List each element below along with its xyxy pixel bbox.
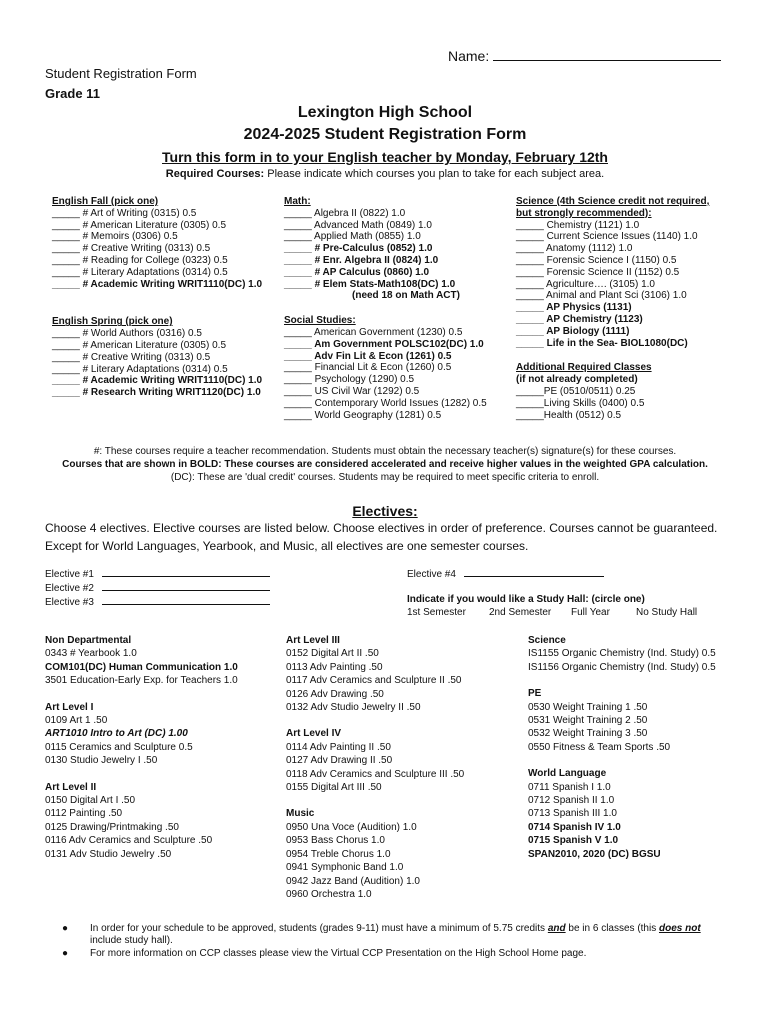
electives-description: Choose 4 electives. Elective courses are listed below. Choose electives in order of preference. Courses cannot be guaranteed. Except for World Languages, Yearbook, and Music, all electives are one semester courses. bbox=[45, 521, 718, 553]
elective-course: 0132 Adv Studio Jewelry II .50 bbox=[286, 702, 421, 714]
course-option: but strongly recommended): bbox=[516, 207, 652, 219]
name-field[interactable] bbox=[448, 47, 721, 64]
course-option[interactable]: _____ Am Government POLSC102(DC) 1.0 bbox=[284, 338, 484, 350]
study-hall-option-full-year[interactable]: Full Year bbox=[571, 607, 610, 618]
science-column bbox=[516, 196, 709, 421]
elective-1-blank[interactable] bbox=[102, 566, 270, 577]
elective-course: 0118 Adv Ceramics and Sculpture III .50 bbox=[286, 768, 465, 780]
spacer bbox=[45, 768, 238, 781]
electives-column-2 bbox=[286, 634, 464, 901]
school-title: Lexington High School bbox=[297, 104, 473, 121]
elective-course: World Language bbox=[528, 768, 607, 780]
elective-course: IS1156 Organic Chemistry (Ind. Study) 0.5 bbox=[528, 661, 716, 673]
course-option[interactable]: _____ Chemistry (1121) 1.0 bbox=[516, 219, 640, 231]
course-option: Math: bbox=[284, 196, 311, 207]
note-bold-courses: Courses that are shown in BOLD: These courses are considered accelerated and receive higher values in the weighted GPA calculation. bbox=[62, 459, 708, 470]
course-option[interactable]: _____ Animal and Plant Sci (3106) 1.0 bbox=[516, 290, 687, 302]
elective-course: 0712 Spanish II 1.0 bbox=[528, 795, 615, 807]
footer-bullets bbox=[62, 923, 722, 961]
course-option[interactable]: _____ # World Authors (0316) 0.5 bbox=[52, 328, 202, 340]
course-option: Social Studies: bbox=[284, 315, 356, 327]
bullet-credits: ● In order for your schedule to be approved, students (grades 9-11) must have a minimum of 5.75 credits and be in 6 classes (this does not include study hall). bbox=[62, 923, 701, 946]
course-option: English Fall (pick one) bbox=[52, 196, 159, 207]
elective-course: 0960 Orchestra 1.0 bbox=[286, 888, 372, 900]
course-option[interactable]: _____ Forensic Science II (1152) 0.5 bbox=[516, 266, 680, 278]
elective-course: 0125 Drawing/Printmaking .50 bbox=[45, 821, 179, 833]
elective-course: 0531 Weight Training 2 .50 bbox=[528, 715, 648, 727]
elective-course: Music bbox=[286, 808, 315, 820]
spacer bbox=[284, 302, 487, 315]
note-recommendation: #: These courses require a teacher recommendation. Students must obtain the necessary teacher(s) signature(s) for these courses. bbox=[93, 446, 677, 457]
course-option[interactable]: _____ AP Chemistry (1123) bbox=[516, 313, 643, 325]
elective-course: ART1010 Intro to Art (DC) 1.00 bbox=[45, 728, 188, 740]
form-title: 2024-2025 Student Registration Form bbox=[243, 126, 527, 143]
elective-course: 0530 Weight Training 1 .50 bbox=[528, 701, 648, 713]
elective-course: 0942 Jazz Band (Audition) 1.0 bbox=[286, 875, 420, 887]
electives-column-3 bbox=[528, 634, 716, 861]
elective-course: 0150 Digital Art I .50 bbox=[45, 795, 136, 807]
spacer bbox=[52, 290, 262, 303]
elective-2-field[interactable] bbox=[45, 580, 270, 594]
course-option[interactable]: _____ # Pre-Calculus (0852) 1.0 bbox=[284, 243, 433, 255]
course-option[interactable]: _____ # Literary Adaptations (0314) 0.5 bbox=[52, 363, 228, 375]
english-column bbox=[52, 196, 262, 399]
grade-label: Grade 11 bbox=[45, 86, 100, 101]
course-option[interactable]: _____ Agriculture…. (3105) 1.0 bbox=[516, 278, 655, 290]
course-option[interactable]: _____ Algebra II (0822) 1.0 bbox=[284, 207, 406, 219]
course-option[interactable]: _____ Financial Lit & Econ (1260) 0.5 bbox=[284, 362, 452, 374]
elective-course: SPAN2010, 2020 (DC) BGSU bbox=[528, 848, 661, 860]
course-option[interactable]: _____ # Reading for College (0323) 0.5 bbox=[52, 254, 228, 266]
elective-3-blank[interactable] bbox=[102, 594, 270, 605]
name-label: Name: bbox=[448, 48, 490, 64]
course-option[interactable]: _____PE (0510/0511) 0.25 bbox=[516, 385, 636, 397]
elective-course: 3501 Education-Early Exp. for Teachers 1.0 bbox=[45, 675, 238, 687]
elective-course: 0126 Adv Drawing .50 bbox=[286, 688, 384, 700]
form-label: Student Registration Form bbox=[45, 66, 197, 81]
course-option[interactable]: _____ Adv Fin Lit & Econ (1261) 0.5 bbox=[284, 350, 452, 362]
course-option[interactable]: _____ # Elem Stats-Math108(DC) 1.0 bbox=[284, 278, 456, 290]
electives-column-1 bbox=[45, 634, 238, 861]
elective-course: 0131 Adv Studio Jewelry .50 bbox=[45, 848, 172, 860]
elective-course: 0953 Bass Chorus 1.0 bbox=[286, 835, 385, 847]
study-hall-option-2nd[interactable]: 2nd Semester bbox=[489, 607, 552, 618]
study-hall-question: Indicate if you would like a Study Hall: (circle one) bbox=[407, 594, 645, 605]
elective-course: IS1155 Organic Chemistry (Ind. Study) 0.5 bbox=[528, 648, 716, 660]
spacer bbox=[286, 794, 464, 807]
elective-course: Art Level IV bbox=[286, 728, 342, 740]
course-option: (if not already completed) bbox=[516, 374, 638, 386]
elective-4-field[interactable] bbox=[407, 566, 604, 580]
course-option[interactable]: _____ # Art of Writing (0315) 0.5 bbox=[52, 207, 197, 219]
elective-course: 0550 Fitness & Team Sports .50 bbox=[528, 741, 671, 753]
note-dual-credit: (DC): These are 'dual credit' courses. Students may be required to meet specific criteria to enroll. bbox=[170, 472, 600, 483]
spacer bbox=[528, 754, 716, 767]
required-instructions bbox=[0, 168, 770, 180]
course-option[interactable]: _____ World Geography (1281) 0.5 bbox=[284, 409, 442, 421]
course-option[interactable]: _____ Current Science Issues (1140) 1.0 bbox=[516, 231, 698, 243]
elective-course: 0343 # Yearbook 1.0 bbox=[45, 648, 137, 660]
required-label: Required Courses: bbox=[165, 168, 265, 180]
course-option[interactable]: _____ # Memoirs (0306) 0.5 bbox=[52, 231, 178, 243]
course-option[interactable]: _____ Psychology (1290) 0.5 bbox=[284, 374, 415, 386]
deadline-notice: Turn this form in to your English teacher by Monday, February 12th bbox=[162, 149, 608, 165]
course-option[interactable]: _____ American Government (1230) 0.5 bbox=[284, 326, 463, 338]
study-hall-option-none[interactable]: No Study Hall bbox=[636, 607, 698, 618]
course-option: English Spring (pick one) bbox=[52, 316, 173, 328]
elective-course: 0114 Adv Painting II .50 bbox=[286, 741, 391, 753]
course-option[interactable]: _____ Life in the Sea- BIOL1080(DC) bbox=[516, 337, 688, 349]
course-option[interactable]: _____ Anatomy (1112) 1.0 bbox=[516, 243, 633, 255]
course-option[interactable]: _____ # Research Writing WRIT1120(DC) 1.0 bbox=[52, 387, 261, 399]
course-option[interactable]: _____ # Creative Writing (0313) 0.5 bbox=[52, 351, 211, 363]
course-option: Additional Required Classes bbox=[516, 362, 652, 374]
elective-course: 0155 Digital Art III .50 bbox=[286, 782, 382, 794]
course-option[interactable]: _____ Applied Math (0855) 1.0 bbox=[284, 231, 421, 243]
spacer bbox=[45, 688, 238, 701]
spacer bbox=[528, 674, 716, 687]
course-option[interactable]: _____ AP Biology (1111) bbox=[516, 325, 630, 337]
elective-course: 0152 Digital Art II .50 bbox=[286, 648, 379, 660]
course-option[interactable]: _____ AP Physics (1131) bbox=[516, 302, 632, 314]
elective-3-label: Elective #3 bbox=[45, 597, 94, 608]
elective-course: 0941 Symphonic Band 1.0 bbox=[286, 862, 404, 874]
elective-course: Art Level III bbox=[286, 635, 340, 646]
elective-course: PE bbox=[528, 688, 542, 700]
elective-3-field[interactable] bbox=[45, 594, 270, 608]
spacer bbox=[286, 714, 464, 727]
elective-course: 0954 Treble Chorus 1.0 bbox=[286, 848, 391, 860]
course-option: Science (4th Science credit not required, bbox=[516, 196, 710, 207]
elective-4-label: Elective #4 bbox=[407, 569, 456, 580]
elective-course: Science bbox=[528, 635, 566, 646]
course-option[interactable]: _____ # American Literature (0305) 0.5 bbox=[52, 339, 226, 351]
required-text: Please indicate which courses you plan to take for each subject area. bbox=[264, 168, 605, 180]
elective-2-label: Elective #2 bbox=[45, 583, 94, 594]
course-option[interactable]: _____ # Enr. Algebra II (0824) 1.0 bbox=[284, 254, 439, 266]
course-option[interactable]: _____ Advanced Math (0849) 1.0 bbox=[284, 219, 432, 231]
elective-course: 0715 Spanish V 1.0 bbox=[528, 835, 619, 847]
elective-course: COM101(DC) Human Communication 1.0 bbox=[45, 661, 238, 673]
elective-course: Non Departmental bbox=[45, 635, 132, 646]
course-option[interactable]: _____Health (0512) 0.5 bbox=[516, 409, 622, 421]
elective-course: 0115 Ceramics and Sculpture 0.5 bbox=[45, 741, 193, 753]
elective-course: 0127 Adv Drawing II .50 bbox=[286, 755, 393, 767]
elective-course: 0116 Adv Ceramics and Sculpture .50 bbox=[45, 835, 213, 847]
elective-course: 0130 Studio Jewelry I .50 bbox=[45, 755, 158, 767]
course-option[interactable]: _____ # Academic Writing WRIT1110(DC) 1.0 bbox=[52, 375, 263, 387]
elective-course: 0713 Spanish III 1.0 bbox=[528, 808, 617, 820]
elective-course: 0109 Art 1 .50 bbox=[45, 715, 108, 727]
elective-course: 0112 Painting .50 bbox=[45, 808, 123, 820]
course-option[interactable]: _____ US Civil War (1292) 0.5 bbox=[284, 385, 420, 397]
course-option[interactable]: _____ # Creative Writing (0313) 0.5 bbox=[52, 243, 211, 255]
course-option[interactable]: _____ # Academic Writing WRIT1110(DC) 1.0 bbox=[52, 278, 263, 290]
course-option[interactable]: _____ # AP Calculus (0860) 1.0 bbox=[284, 266, 430, 278]
course-option[interactable]: _____ # Literary Adaptations (0314) 0.5 bbox=[52, 266, 228, 278]
elective-course: 0950 Una Voce (Audition) 1.0 bbox=[286, 821, 417, 833]
elective-1-label: Elective #1 bbox=[45, 569, 94, 580]
notes bbox=[0, 445, 770, 484]
spacer bbox=[516, 349, 709, 362]
course-option[interactable]: _____ Forensic Science I (1150) 0.5 bbox=[516, 254, 677, 266]
course-option[interactable]: _____ Contemporary World Issues (1282) 0.5 bbox=[284, 397, 487, 409]
math-social-column bbox=[284, 196, 487, 421]
spacer bbox=[52, 303, 262, 316]
name-blank[interactable] bbox=[493, 47, 721, 61]
course-option: (need 18 on Math ACT) bbox=[352, 290, 460, 302]
elective-4-blank[interactable] bbox=[464, 566, 604, 577]
elective-course: 0113 Adv Painting .50 bbox=[286, 661, 383, 673]
elective-course: 0711 Spanish I 1.0 bbox=[528, 781, 611, 793]
elective-course: 0117 Adv Ceramics and Sculpture II .50 bbox=[286, 675, 462, 687]
elective-course: 0714 Spanish IV 1.0 bbox=[528, 821, 621, 833]
elective-course: 0532 Weight Training 3 .50 bbox=[528, 728, 648, 740]
elective-course: Art Level II bbox=[45, 781, 97, 793]
bullet-dot-icon: ● bbox=[62, 923, 69, 934]
elective-2-blank[interactable] bbox=[102, 580, 270, 591]
electives-title: Electives: bbox=[352, 503, 418, 519]
bullet-ccp: ● For more information on CCP classes please view the Virtual CCP Presentation on the High School Home page. bbox=[62, 948, 587, 959]
elective-1-field[interactable] bbox=[45, 566, 270, 580]
course-option[interactable]: _____ # American Literature (0305) 0.5 bbox=[52, 219, 226, 231]
bullet-dot-icon: ● bbox=[62, 948, 69, 959]
elective-course: Art Level I bbox=[45, 701, 94, 713]
course-option[interactable]: _____Living Skills (0400) 0.5 bbox=[516, 397, 645, 409]
study-hall-option-1st[interactable]: 1st Semester bbox=[407, 607, 466, 618]
